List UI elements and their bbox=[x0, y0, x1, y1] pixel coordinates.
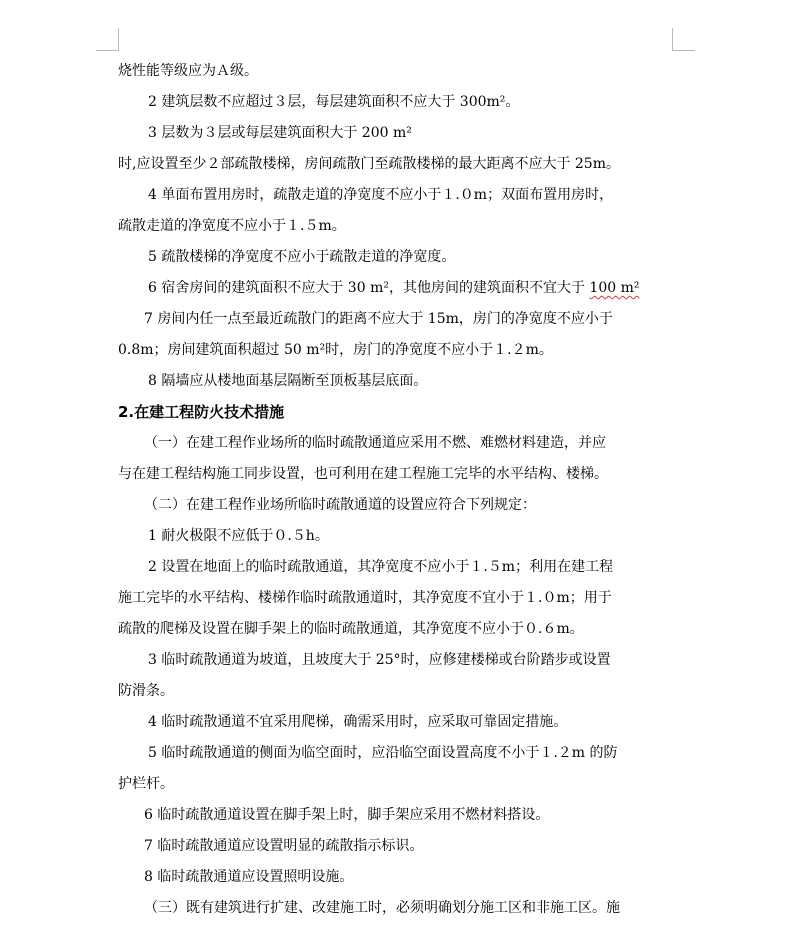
text-line bbox=[118, 862, 674, 893]
text-line bbox=[118, 459, 674, 490]
text-line-content: 与在建工程结构施工同步设置，也可利用在建工程施工完毕的水平结构、楼梯。 bbox=[118, 466, 608, 482]
text-line bbox=[118, 211, 674, 242]
text-line-content: 5 疏散楼梯的净宽度不应小于疏散走道的净宽度。 bbox=[148, 249, 456, 265]
text-line-content: 1 耐火极限不应低于０.５h。 bbox=[148, 528, 329, 544]
text-line bbox=[118, 583, 674, 614]
text-line-content: 2.在建工程防火技术措施 bbox=[118, 403, 285, 421]
spellcheck-flagged-text: 100 m² bbox=[589, 280, 640, 296]
text-line-content: 施工完毕的水平结构、楼梯作临时疏散通道时，其净宽度不宜小于１.０m；用于 bbox=[118, 590, 612, 606]
text-line bbox=[118, 304, 674, 335]
text-line-content: （二）在建工程作业场所临时疏散通道的设置应符合下列规定： bbox=[144, 497, 536, 513]
text-line-content: 疏散走道的净宽度不应小于１.５m。 bbox=[118, 218, 346, 234]
text-line-content: 8 隔墙应从楼地面基层隔断至顶板基层底面。 bbox=[148, 373, 428, 389]
text-line bbox=[118, 118, 674, 149]
text-line-content: 7 房间内任一点至最近疏散门的距离不应大于 15m，房门的净宽度不应小于 bbox=[144, 311, 613, 327]
text-line bbox=[118, 87, 674, 118]
text-line-content: （三）既有建筑进行扩建、改建施工时，必须明确划分施工区和非施工区。施 bbox=[144, 900, 620, 916]
text-line bbox=[118, 676, 674, 707]
text-line-content: 7 临时疏散通道应设置明显的疏散指示标识。 bbox=[144, 838, 424, 854]
text-line-content: （一）在建工程作业场所的临时疏散通道应采用不燃、难燃材料建造，并应 bbox=[144, 435, 606, 451]
text-line bbox=[118, 831, 674, 862]
text-line bbox=[118, 180, 674, 211]
text-line bbox=[118, 738, 674, 769]
section-heading bbox=[118, 397, 674, 428]
text-line bbox=[118, 645, 674, 676]
text-line-content: 疏散的爬梯及设置在脚手架上的临时疏散通道，其净宽度不应小于０.６m。 bbox=[118, 621, 584, 637]
text-line bbox=[118, 521, 674, 552]
text-line-content: 时,应设置至少２部疏散楼梯，房间疏散门至疏散楼梯的最大距离不应大于 25m。 bbox=[118, 156, 620, 172]
text-line-content: 6 临时疏散通道设置在脚手架上时，脚手架应采用不燃材料搭设。 bbox=[144, 807, 550, 823]
text-line-content: 3 临时疏散通道为坡道，且坡度大于 25°时，应修建楼梯或台阶踏步或设置 bbox=[148, 652, 611, 668]
text-line-content: 5 临时疏散通道的侧面为临空面时，应沿临空面设置高度不小于１.２m 的防 bbox=[148, 745, 618, 761]
document-body bbox=[118, 56, 674, 924]
text-line bbox=[118, 707, 674, 738]
text-line bbox=[118, 273, 674, 304]
text-line bbox=[118, 366, 674, 397]
text-line bbox=[118, 56, 674, 87]
text-line bbox=[118, 893, 674, 924]
text-line bbox=[118, 242, 674, 273]
text-line-content: 8 临时疏散通道应设置照明设施。 bbox=[144, 869, 354, 885]
text-line-content: 4 单面布置用房时，疏散走道的净宽度不应小于１.０m；双面布置用房时， bbox=[148, 187, 614, 203]
text-line bbox=[118, 149, 674, 180]
page-corner-mark-right bbox=[672, 28, 695, 51]
text-line bbox=[118, 769, 674, 800]
text-line bbox=[118, 428, 674, 459]
text-line-content: 4 临时疏散通道不宜采用爬梯，确需采用时，应采取可靠固定措施。 bbox=[148, 714, 568, 730]
text-line-content: 烧性能等级应为Ａ级。 bbox=[118, 63, 258, 79]
text-line-content: 6 宿舍房间的建筑面积不应大于 30 m²，其他房间的建筑面积不宜大于 bbox=[148, 280, 585, 296]
text-line-content: 2 建筑层数不应超过３层，每层建筑面积不应大于 300m²。 bbox=[148, 94, 520, 110]
text-line-content: 3 层数为３层或每层建筑面积大于 200 m² bbox=[148, 125, 412, 141]
text-line bbox=[118, 335, 674, 366]
text-line bbox=[118, 552, 674, 583]
text-line bbox=[118, 800, 674, 831]
text-line bbox=[118, 614, 674, 645]
text-line-content: 0.8m；房间建筑面积超过 50 m²时，房门的净宽度不应小于１.２m。 bbox=[118, 342, 553, 358]
text-line-content: 2 设置在地面上的临时疏散通道，其净宽度不应小于１.５m；利用在建工程 bbox=[148, 559, 614, 575]
text-line-content: 护栏杆。 bbox=[118, 776, 174, 792]
page-corner-mark-left bbox=[96, 28, 119, 51]
text-line-content: 防滑条。 bbox=[118, 683, 174, 699]
text-line bbox=[118, 490, 674, 521]
